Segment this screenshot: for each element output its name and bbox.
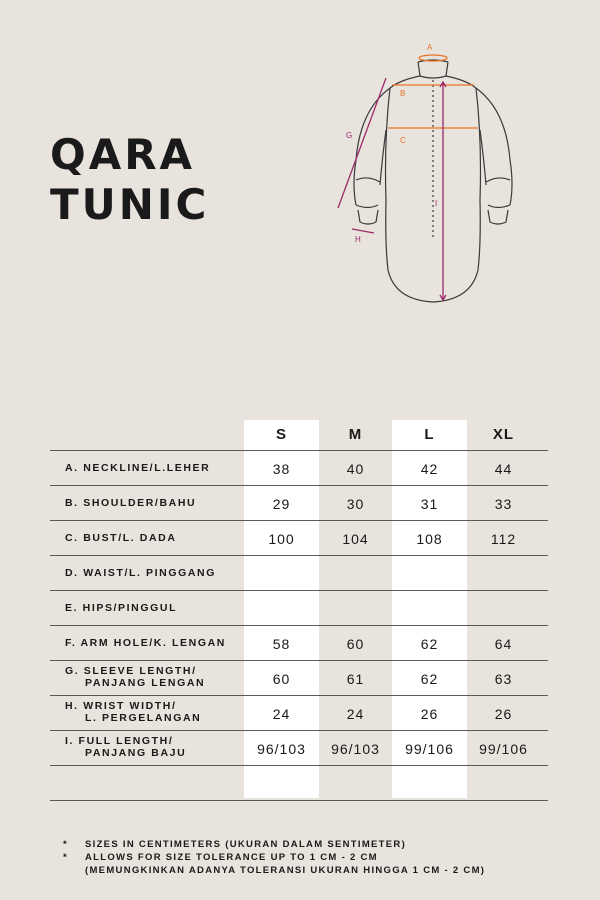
table-cell: 33 [494, 496, 513, 512]
tunic-outline [354, 60, 512, 302]
label-a: A [427, 43, 433, 52]
table-cell: 108 [416, 531, 443, 547]
table-row [50, 695, 548, 730]
table-cell: 29 [272, 496, 291, 512]
table-cell: 38 [272, 461, 291, 477]
table-cell: 99/106 [479, 741, 528, 757]
title-line-2: TUNIC [50, 180, 210, 229]
table-cell: 40 [346, 461, 365, 477]
size-header-xl: XL [492, 426, 515, 443]
table-row [50, 485, 548, 520]
table-cell: 62 [420, 671, 439, 687]
label-c: C [400, 136, 406, 145]
table-cell: 64 [494, 636, 513, 652]
table-row [50, 730, 548, 765]
table-cell: 58 [272, 636, 291, 652]
table-cell: 61 [346, 671, 365, 687]
table-row [50, 520, 548, 555]
measure-h [352, 229, 374, 244]
note-3: (MEMUNGKINKAN ADANYA TOLERANSI UKURAN HINGGA 1 CM - 2 CM) [85, 865, 486, 876]
row-label: D. WAIST/L. PINGGANG [65, 567, 217, 579]
label-g: G [346, 131, 353, 140]
table-cell: 24 [272, 706, 291, 722]
table-cell: 44 [494, 461, 513, 477]
table-row [50, 625, 548, 660]
table-cell: 31 [420, 496, 439, 512]
measure-g [338, 78, 386, 208]
row-label: H. WRIST WIDTH/ L. PERGELANGAN [65, 700, 202, 724]
table-row [50, 450, 548, 485]
measure-a [419, 43, 447, 61]
table-cell: 100 [268, 531, 295, 547]
row-label: G. SLEEVE LENGTH/ PANJANG LENGAN [65, 665, 206, 689]
row-label: B. SHOULDER/BAHU [65, 497, 197, 509]
note-2: * ALLOWS FOR SIZE TOLERANCE UP TO 1 CM - 2 CM [63, 852, 378, 863]
label-h: H [355, 235, 361, 244]
table-cell: 26 [494, 706, 513, 722]
table-row [50, 765, 548, 801]
table-cell: 60 [346, 636, 365, 652]
table-cell: 96/103 [257, 741, 306, 757]
row-label: E. HIPS/PINGGUL [65, 602, 178, 614]
size-notes [63, 838, 485, 877]
size-header-l: L [424, 426, 435, 443]
tunic-measurement-diagram [330, 35, 520, 310]
size-header-s: S [275, 426, 287, 443]
title-line-1: QARA [50, 130, 196, 179]
table-cell: 24 [346, 706, 365, 722]
table-row [50, 590, 548, 625]
size-chart-body [50, 450, 548, 801]
table-cell: 30 [346, 496, 365, 512]
table-cell: 62 [420, 636, 439, 652]
table-cell: 112 [490, 531, 517, 547]
table-cell: 63 [494, 671, 513, 687]
table-row [50, 660, 548, 695]
table-row [50, 555, 548, 590]
row-label: F. ARM HOLE/K. LENGAN [65, 637, 226, 649]
measure-i [435, 82, 446, 300]
table-cell: 26 [420, 706, 439, 722]
table-cell: 42 [420, 461, 439, 477]
label-i: I [435, 199, 438, 208]
size-chart-table [50, 420, 548, 801]
table-cell: 60 [272, 671, 291, 687]
row-label: A. NECKLINE/L.LEHER [65, 462, 211, 474]
row-label: C. BUST/L. DADA [65, 532, 177, 544]
table-cell: 96/103 [331, 741, 380, 757]
table-cell: 99/106 [405, 741, 454, 757]
note-1: * SIZES IN CENTIMETERS (UKURAN DALAM SENTIMETER) [63, 839, 407, 850]
size-header-m: M [348, 426, 363, 443]
row-label: I. FULL LENGTH/ PANJANG BAJU [65, 735, 187, 759]
table-cell: 104 [342, 531, 369, 547]
label-b: B [400, 89, 406, 98]
product-title [50, 130, 209, 230]
size-header-row [50, 420, 548, 450]
